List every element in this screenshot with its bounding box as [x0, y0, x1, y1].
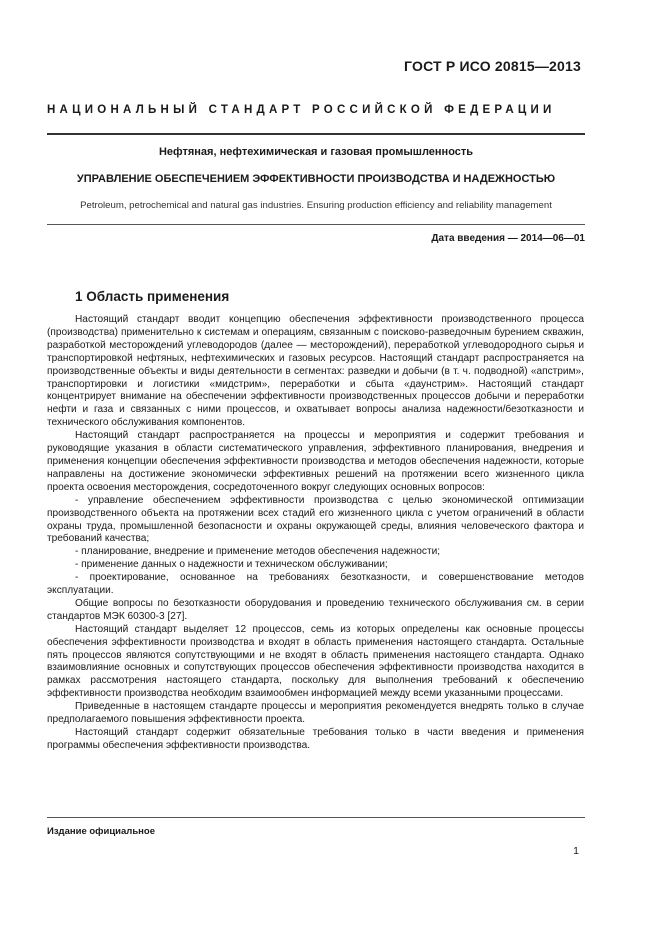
list-item: - проектирование, основанное на требованиях безотказности, и совершенствование методов эксплуатации. [47, 572, 584, 597]
document-code: ГОСТ Р ИСО 20815—2013 [404, 58, 581, 74]
title-divider [47, 224, 585, 225]
list-item: - применение данных о надежности и техническом обслуживании; [75, 559, 388, 571]
national-standard-title: НАЦИОНАЛЬНЫЙ СТАНДАРТ РОССИЙСКОЙ ФЕДЕРАЦИИ [47, 104, 556, 116]
industry-title: Нефтяная, нефтехимическая и газовая промышленность [158, 146, 474, 158]
paragraph: Настоящий стандарт выделяет 12 процессов, семь из которых определены как основные процессы обеспечения эффективности производства и входят в область применения настоящего стандарта. Остальные пять процессов являются сопутствующими и не входят в область применения настоящего стандарта. Однако взаимовлияние основных и сопутствующих процессов обеспечения эффективности производства находится в рамках рассмотрения настоящего стандарта, поскольку для выполнения требований к обеспечению эффективности производства необходим взаимообмен информацией между всеми указанными процессами. [47, 623, 584, 700]
page-number: 1 [573, 845, 579, 857]
standard-main-title: УПРАВЛЕНИЕ ОБЕСПЕЧЕНИЕМ ЭФФЕКТИВНОСТИ ПРОИЗВОДСТВА И НАДЕЖНОСТЬЮ [76, 173, 556, 185]
paragraph: Приведенные в настоящем стандарте процессы и мероприятия рекомендуется внедрять только в случае предполагаемого повышения эффективности проекта. [47, 701, 584, 726]
introduction-date: Дата введения — 2014—06—01 [431, 233, 585, 244]
paragraph: Общие вопросы по безотказности оборудования и проведению технического обслуживания см. в серии стандартов МЭК 60300-3 [27]. [47, 597, 584, 622]
section-heading: 1 Область применения [75, 289, 230, 304]
section-body [47, 314, 584, 753]
paragraph: Настоящий стандарт распространяется на процессы и мероприятия и содержит требования и руководящие указания в области систематического управления, эффективного планирования, внедрения и применения концепции обеспечения эффективности производства и методов обеспечения надежности, которые направлены на достижение экономически эффективных решений на протяжении всего жизненного цикла проекта освоения месторождения, сосредоточенного вокруг следующих основных вопросов: [47, 430, 584, 493]
footer-divider [47, 817, 585, 818]
paragraph: Настоящий стандарт вводит концепцию обеспечения эффективности производственного процесса (производства) применительно к системам и операциям, связанным с поисково-разведочным бурением скважин, разработкой месторождений углеводородов (далее — месторождений), переработкой углеводородного сырья и транспортировкой нефтяных, нефтехимических и газовых ресурсов. Настоящий стандарт распространяется на производственные объекты и виды деятельности в сегментах: разведки и добычи (в т. ч. подводной) «апстрим», транспортировки и логистики «мидстрим», переработки и сбыта «даунстрим». Настоящий стандарт концентрирует внимание на обеспечении эффективности производственных процессов добычи и переработки нефти и газа и связанных с ними процессов, и охватывает вопросы анализа надежности/безотказности и технического обслуживания компонентов. [47, 314, 584, 429]
paragraph: Настоящий стандарт содержит обязательные требования только в части введения и применения программы обеспечения эффективности производства. [47, 727, 584, 751]
header-divider [47, 133, 585, 135]
list-item: - планирование, внедрение и применение методов обеспечения надежности; [75, 546, 441, 558]
list-item: - управление обеспечением эффективности производства с целью экономической оптимизации производственного объекта на протяжении всех стадий его жизненного цикла с учетом ограничений в области охраны труда, промышленной безопасности и охраны окружающей среды, влияния человеческого фактора и требований качества; [47, 494, 584, 545]
english-title: Petroleum, petrochemical and natural gas industries. Ensuring production efficiency and reliability management [80, 200, 552, 211]
official-edition-label: Издание официальное [47, 826, 155, 837]
